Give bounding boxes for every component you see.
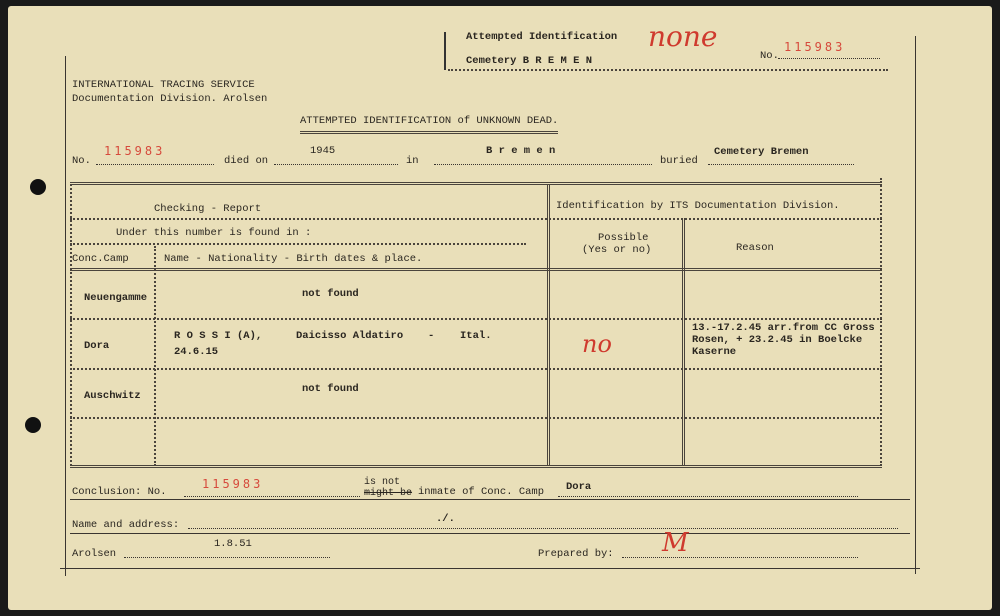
row-possible-handwritten: no — [582, 330, 612, 358]
stamp-no-value: 115983 — [784, 40, 846, 54]
name-address-label: Name and address: — [72, 519, 180, 531]
row-camp: Neuengamme — [84, 292, 148, 304]
dotted-line — [558, 496, 858, 497]
col-name: Name - Nationality - Birth dates & place. — [164, 253, 423, 265]
no-label: No. — [72, 155, 91, 167]
dotted-line — [188, 528, 898, 529]
in-label: in — [406, 155, 419, 167]
died-value: 1945 — [310, 145, 336, 157]
name-address-value: ./. — [436, 513, 455, 525]
conclusion-struck: might be — [364, 488, 413, 499]
buried-value: Cemetery Bremen — [714, 146, 809, 158]
row-rule — [70, 318, 882, 320]
table-camp-rule — [154, 246, 156, 466]
row-rule — [70, 417, 882, 419]
stamp-no-label: No. — [760, 50, 779, 62]
row-reason-line: Rosen, + 23.2.45 in Boelcke — [692, 334, 863, 346]
title-underline — [300, 131, 558, 134]
dotted-line — [96, 164, 214, 165]
row-birth: 24.6.15 — [174, 346, 219, 358]
col-reason: Reason — [736, 242, 774, 254]
conclusion-is-not: is not — [364, 477, 401, 488]
conclusion-inmate: inmate of Conc. Camp — [418, 486, 545, 498]
stamp-label: Attempted Identification — [466, 31, 618, 43]
col-possible-hint: (Yes or no) — [582, 244, 652, 256]
row-camp: Auschwitz — [84, 390, 141, 402]
prepared-signature: M — [662, 528, 689, 558]
row-reason-line: Kaserne — [692, 346, 737, 358]
bottom-border — [60, 568, 920, 569]
row-camp: Dora — [84, 340, 110, 352]
document-card — [8, 6, 992, 610]
row-dash: - — [428, 330, 435, 342]
table-top-rule — [70, 182, 882, 185]
dotted-line — [708, 164, 854, 165]
row-reason-line: 13.-17.2.45 arr.from CC Gross — [692, 322, 875, 334]
checking-header: Checking - Report — [154, 203, 262, 215]
col-camp: Conc.Camp — [72, 253, 129, 265]
row-rule — [70, 368, 882, 370]
header-rule — [70, 218, 882, 220]
right-border — [915, 36, 916, 574]
dotted-line — [622, 557, 858, 558]
found-in-label: Under this number is found in : — [116, 227, 312, 239]
row-given-name: Daicisso Aldatiro — [296, 330, 404, 342]
row-nationality: Ital. — [460, 330, 492, 342]
table-left-rule — [70, 184, 72, 466]
stamp-cemetery: Cemetery B R E M E N — [466, 55, 593, 67]
dotted-line — [274, 164, 398, 165]
stamp-rule — [448, 69, 888, 71]
org-name: INTERNATIONAL TRACING SERVICE — [72, 79, 255, 91]
in-value: B r e m e n — [486, 145, 556, 157]
divider — [70, 499, 910, 500]
row-name: not found — [302, 383, 359, 395]
col-possible: Possible — [598, 232, 649, 244]
dotted-line — [434, 164, 652, 165]
page-title: ATTEMPTED IDENTIFICATION of UNKNOWN DEAD. — [300, 115, 559, 127]
footer-place: Arolsen — [72, 548, 117, 560]
identification-header: Identification by ITS Documentation Division. — [556, 200, 840, 212]
row-name: not found — [302, 288, 359, 300]
died-label: died on — [224, 155, 269, 167]
left-border — [65, 56, 66, 576]
dotted-line — [124, 557, 330, 558]
divider — [70, 533, 910, 534]
buried-label: buried — [660, 155, 698, 167]
footer-date: 1.8.51 — [214, 538, 252, 550]
punch-hole — [25, 417, 41, 433]
conclusion-label: Conclusion: No. — [72, 486, 167, 498]
punch-hole — [30, 179, 46, 195]
header-bottom-rule — [70, 268, 882, 271]
table-mid-rule — [547, 184, 550, 466]
dotted-line — [184, 496, 360, 497]
org-division: Documentation Division. Arolsen — [72, 93, 268, 105]
table-reason-rule — [682, 218, 685, 466]
row-name: R O S S I (A), — [174, 330, 263, 342]
subheader-rule — [70, 243, 526, 245]
dotted-line — [778, 58, 880, 59]
prepared-label: Prepared by: — [538, 548, 614, 560]
stamp-handwritten-result: none — [648, 20, 718, 53]
no-value: 115983 — [104, 144, 166, 158]
table-bottom-rule — [70, 465, 882, 468]
conclusion-camp: Dora — [566, 481, 592, 493]
conclusion-no-value: 115983 — [202, 477, 264, 491]
table-right-rule — [880, 178, 882, 466]
stamp-bracket — [444, 32, 446, 70]
